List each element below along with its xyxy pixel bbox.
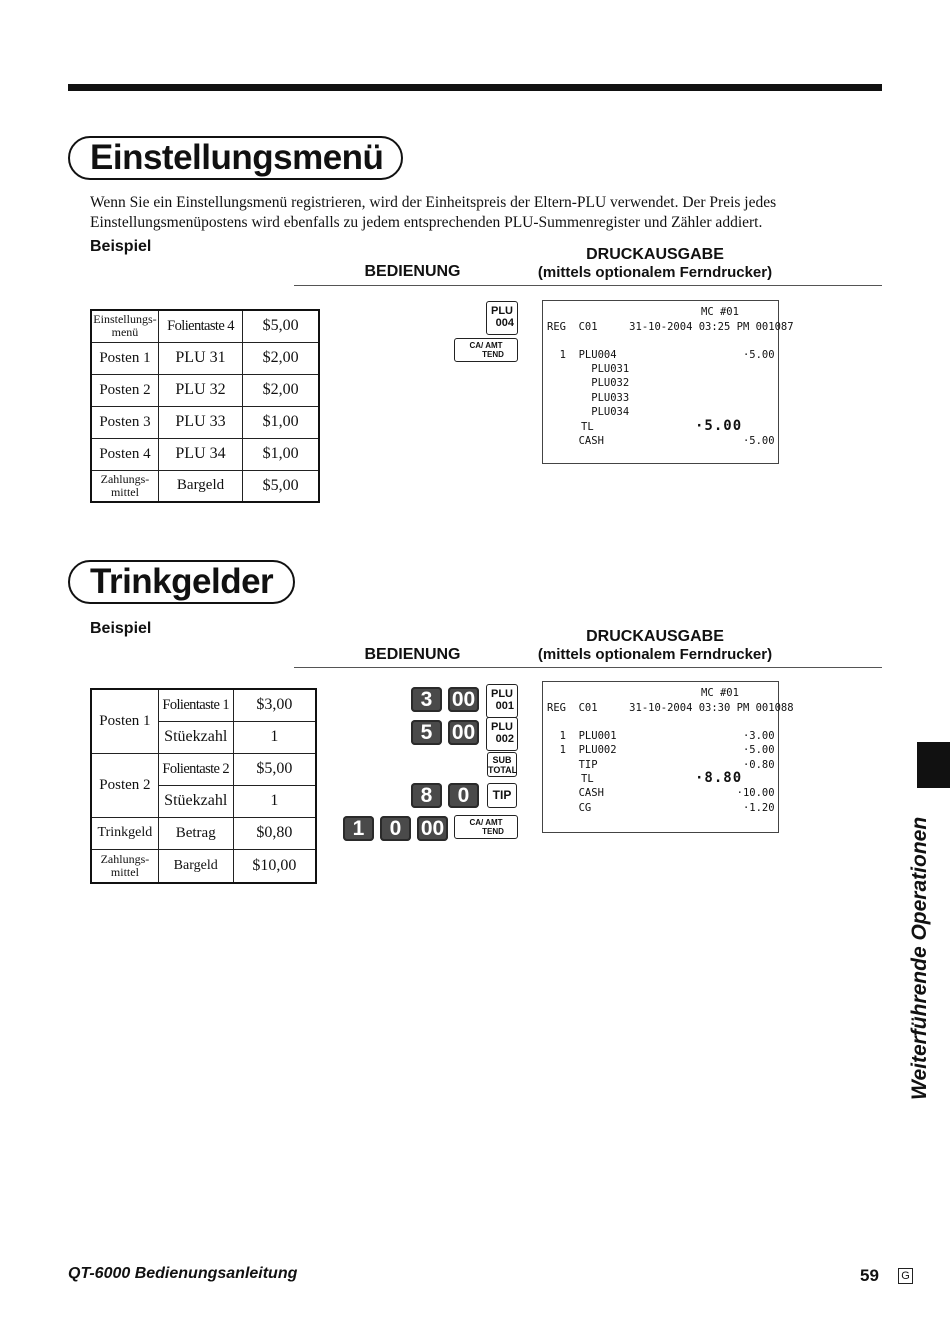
section-title-trinkgelder: Trinkgelder (68, 560, 295, 604)
table-cell: PLU 34 (158, 438, 242, 470)
chapter-side-label: Weiterführende Operationen (908, 816, 931, 1100)
receipt-line: 1 PLU002 ·5.00 (547, 744, 775, 756)
tip-key[interactable]: TIP (487, 783, 517, 808)
table-cell: Folientaste 2 (158, 753, 233, 785)
table-cell: Zahlungs- mittel (91, 470, 158, 502)
receipt-tip (542, 681, 794, 833)
table-cell: $5,00 (233, 753, 316, 785)
table-cell: $5,00 (243, 470, 319, 502)
table-cell: Posten 1 (91, 342, 158, 374)
table-cell: Stüekzahl (158, 721, 233, 753)
receipt-line: PLU033 (547, 392, 630, 404)
table-cell: Folientaste 4 (158, 310, 242, 342)
key-label: TEND (482, 350, 504, 359)
key-8[interactable]: 8 (411, 783, 442, 808)
example-label: Beispiel (90, 238, 152, 255)
header-rule (294, 285, 882, 286)
receipt-line: MC #01 (701, 306, 739, 318)
table-cell: $1,00 (243, 438, 319, 470)
key-00[interactable]: 00 (448, 687, 479, 712)
table-cell: Posten 2 (91, 753, 158, 817)
table-cell: Betrag (158, 817, 233, 849)
table-cell: Posten 2 (91, 374, 158, 406)
table-cell: Bargeld (158, 470, 242, 502)
ca-amt-tend-key[interactable] (454, 815, 518, 839)
ca-amt-tend-key[interactable] (454, 338, 518, 362)
table-cell: Posten 1 (91, 689, 158, 753)
receipt-line: CG ·1.20 (547, 802, 775, 814)
table-cell: Posten 4 (91, 438, 158, 470)
receipt-line: PLU034 (547, 406, 630, 418)
page-number: 59 (860, 1266, 879, 1285)
receipt-line: REG C01 31-10-2004 03:30 PM 001088 (547, 702, 794, 714)
key-5[interactable]: 5 (411, 720, 442, 745)
receipt-line: REG C01 31-10-2004 03:25 PM 001087 (547, 321, 794, 333)
receipt-total: ·5.00 (695, 418, 743, 434)
top-rule (68, 84, 882, 91)
table-cell: $0,80 (233, 817, 316, 849)
receipt-line: TIP ·0.80 (547, 759, 775, 771)
print-header: DRUCKAUSGABE (586, 628, 724, 645)
receipt-total: ·8.80 (695, 770, 743, 786)
key-0[interactable]: 0 (448, 783, 479, 808)
plu-004-key[interactable] (486, 301, 518, 335)
table-cell: Stüekzahl (158, 785, 233, 817)
table-cell: $3,00 (233, 689, 316, 721)
intro-line-2: Einstellungsmenüpostens wird ebenfalls zu jedem entsprechenden PLU-Summenregister und Zähler addiert. (90, 214, 763, 231)
section-title-einstellungsmenu: Einstellungsmenü (68, 136, 403, 180)
receipt-line: CASH ·10.00 (547, 787, 775, 799)
language-badge: G (898, 1268, 913, 1284)
key-label: 002 (495, 733, 514, 745)
table-cell: Posten 3 (91, 406, 158, 438)
table-cell: PLU 33 (158, 406, 242, 438)
receipt-line: PLU032 (547, 377, 630, 389)
table-cell: 1 (233, 785, 316, 817)
print-subheader: (mittels optionalem Ferndrucker) (537, 646, 773, 663)
key-00[interactable]: 00 (448, 720, 479, 745)
key-label: CA/ AMT (469, 818, 503, 827)
tip-table (90, 688, 317, 884)
table-cell: $1,00 (243, 406, 319, 438)
key-label: SUB (492, 755, 512, 765)
setmenu-table (90, 309, 320, 503)
key-label: PLU (491, 721, 513, 733)
table-cell: Folientaste 1 (158, 689, 233, 721)
key-0[interactable]: 0 (380, 816, 411, 841)
table-cell: PLU 32 (158, 374, 242, 406)
receipt-line: CASH ·5.00 (547, 435, 775, 447)
receipt-line: TL (581, 773, 594, 785)
table-cell: $2,00 (243, 342, 319, 374)
subtotal-key[interactable] (487, 752, 517, 777)
key-1[interactable]: 1 (343, 816, 374, 841)
table-cell: $5,00 (243, 310, 319, 342)
plu-001-key[interactable] (486, 684, 518, 718)
table-cell: Einstellungs- menü (91, 310, 158, 342)
receipt-line: PLU031 (547, 363, 630, 375)
table-cell: 1 (233, 721, 316, 753)
table-cell: $2,00 (243, 374, 319, 406)
header-rule (294, 667, 882, 668)
table-cell: Trinkgeld (91, 817, 158, 849)
key-label: TEND (482, 827, 504, 836)
print-header: DRUCKAUSGABE (586, 246, 724, 263)
intro-line-1: Wenn Sie ein Einstellungsmenü registrieren, wird der Einheitspreis der Eltern-PLU verwendet. Der Preis jedes (90, 194, 777, 211)
key-label: 001 (495, 700, 514, 712)
key-00[interactable]: 00 (417, 816, 448, 841)
table-cell: PLU 31 (158, 342, 242, 374)
key-label: CA/ AMT (469, 341, 503, 350)
table-cell: $10,00 (233, 849, 316, 883)
key-label: PLU (491, 688, 513, 700)
print-subheader: (mittels optionalem Ferndrucker) (537, 264, 773, 281)
receipt-line: 1 PLU004 ·5.00 (547, 349, 775, 361)
key-label: TOTAL (488, 765, 518, 775)
receipt-line: MC #01 (701, 687, 739, 699)
footer-manual-title: QT-6000 Bedienungsanleitung (68, 1265, 298, 1282)
table-cell: Bargeld (158, 849, 233, 883)
receipt-setmenu (542, 300, 794, 464)
table-cell: Zahlungs- mittel (91, 849, 158, 883)
example-label: Beispiel (90, 620, 152, 637)
key-3[interactable]: 3 (411, 687, 442, 712)
operation-header: BEDIENUNG (364, 263, 461, 280)
intro-text (90, 193, 880, 233)
plu-002-key[interactable] (486, 717, 518, 751)
receipt-line: 1 PLU001 ·3.00 (547, 730, 775, 742)
receipt-line: TL (581, 421, 594, 433)
key-label: PLU (491, 305, 513, 317)
operation-header: BEDIENUNG (364, 646, 461, 663)
key-label: 004 (495, 317, 514, 329)
chapter-tab-marker (917, 742, 950, 788)
